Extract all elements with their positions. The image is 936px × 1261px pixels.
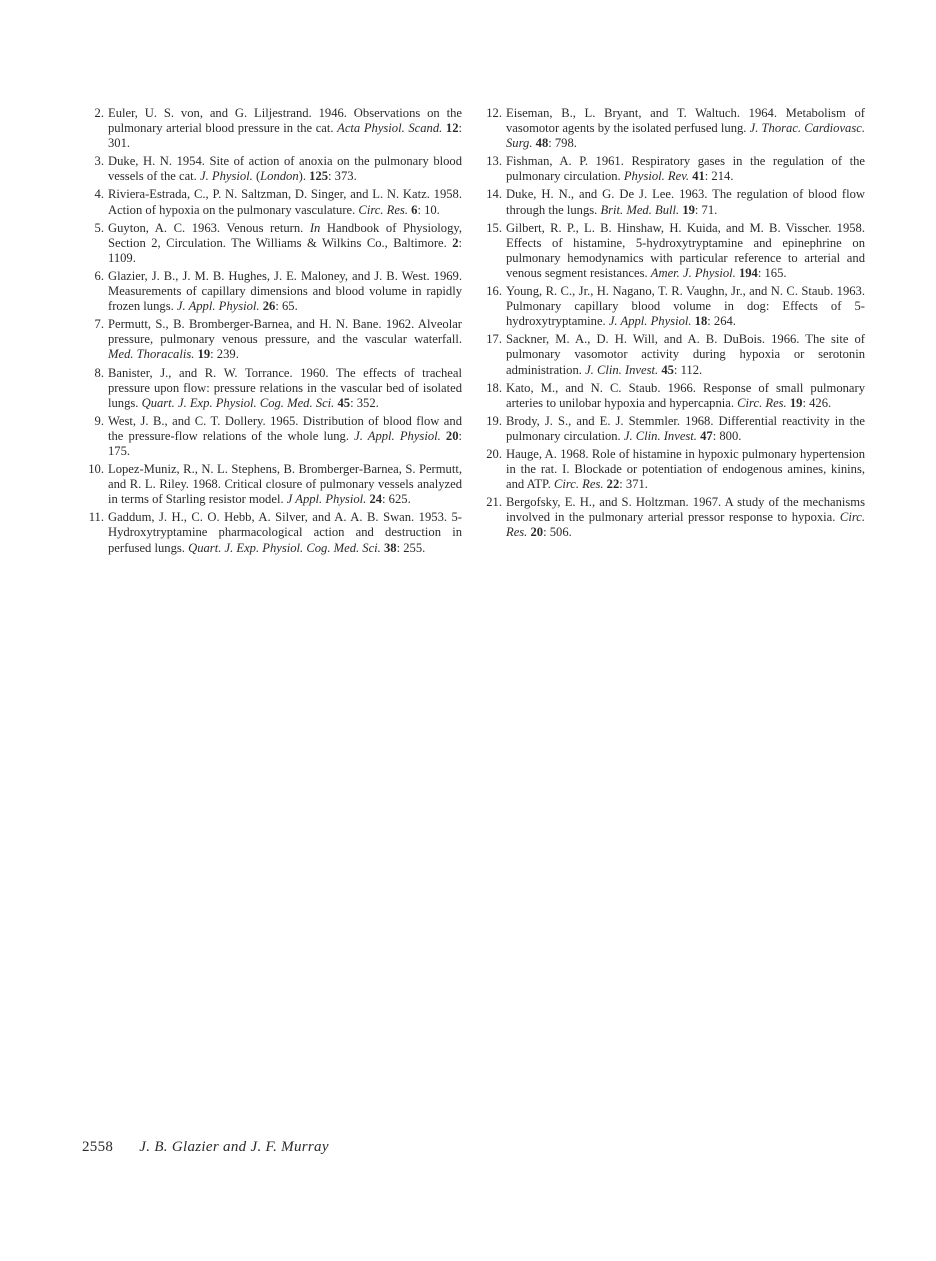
reference-number: 20. [486, 446, 502, 461]
reference-fragment: : 301. [108, 121, 462, 151]
reference-item [82, 317, 462, 362]
reference-number: 7. [94, 317, 104, 332]
journal-title: J. Appl. Physiol. [354, 428, 441, 443]
volume-number: 125 [309, 169, 329, 184]
journal-title: Brit. Med. Bull. [600, 202, 680, 217]
reference-item [82, 510, 462, 555]
reference-number: 10. [88, 462, 104, 477]
reference-number: 16. [486, 284, 502, 299]
reference-item [480, 221, 865, 281]
journal-title: Acta Physiol. Scand. [337, 121, 443, 136]
page-footer [82, 1139, 329, 1156]
reference-fragment: : 426. [802, 395, 832, 410]
volume-number: 18 [694, 314, 708, 329]
reference-text [506, 106, 865, 151]
reference-number: 8. [94, 365, 104, 380]
reference-fragment: Eiseman, B., L. Bryant, and T. Waltuch. 1964. Metabolism of vasomotor agents by the isolated perfused lung. [506, 106, 865, 136]
journal-title: In [309, 220, 321, 235]
reference-fragment: Brody, J. S., and E. J. Stemmler. 1968. Differential reactivity in the pulmonary circulation. [506, 413, 865, 443]
reference-item [82, 106, 462, 151]
reference-fragment: : 175. [108, 428, 462, 458]
reference-item [82, 366, 462, 411]
reference-item [480, 106, 865, 151]
reference-fragment: : 71. [694, 202, 718, 217]
reference-text [108, 221, 462, 266]
reference-fragment: : 165. [757, 265, 787, 280]
reference-item [82, 462, 462, 507]
journal-title: J. Appl. Physiol. [608, 314, 692, 329]
reference-fragment: : 506. [543, 525, 572, 540]
journal-title: Circ. Res. [506, 510, 865, 540]
journal-title: Amer. J. Physiol. [650, 265, 736, 280]
volume-number: 19 [789, 395, 803, 410]
journal-title: Circ. Res. [553, 477, 604, 492]
reference-fragment: Riviera-Estrada, C., P. N. Saltzman, D. Singer, and L. N. Katz. 1958. Action of hypoxia on the pulmonary vasculature. [108, 187, 462, 217]
reference-number: 15. [486, 220, 502, 235]
reference-fragment: Banister, J., and R. W. Torrance. 1960. The effects of tracheal pressure upon flow: pressure relations in the vascular bed of isolated lungs. [108, 365, 462, 410]
reference-fragment: Sackner, M. A., D. H. Will, and A. B. DuBois. 1966. The site of pulmonary vasomotor activity during hypoxia or serotonin administration. [506, 332, 865, 377]
reference-item [480, 447, 865, 492]
volume-number: 45 [661, 362, 674, 377]
reference-item [82, 221, 462, 266]
reference-item [480, 381, 865, 411]
reference-number: 4. [94, 187, 104, 202]
reference-text [108, 269, 462, 314]
reference-fragment: : 1109. [108, 235, 462, 265]
reference-fragment: Permutt, S., B. Bromberger-Barnea, and H. N. Bane. 1962. Alveolar pressure, pulmonary venous pressure, and the vascular waterfall. [108, 317, 462, 347]
reference-item [480, 414, 865, 444]
reference-item [82, 414, 462, 459]
reference-number: 2. [94, 106, 104, 120]
reference-fragment: Duke, H. N., and G. De J. Lee. 1963. The regulation of blood flow through the lungs. [506, 187, 865, 217]
reference-fragment: West, J. B., and C. T. Dollery. 1965. Distribution of blood flow and the pressure-flow relations of the whole lung. [108, 413, 462, 443]
journal-title: London [260, 169, 299, 184]
reference-text [108, 154, 462, 184]
reference-fragment: ). [298, 169, 310, 184]
reference-text [506, 447, 865, 492]
reference-list-right [480, 106, 865, 544]
reference-fragment: : 625. [382, 492, 411, 507]
reference-fragment: : 264. [707, 314, 736, 329]
reference-item [480, 332, 865, 377]
reference-item [82, 154, 462, 184]
reference-number: 14. [486, 187, 502, 202]
reference-fragment: Lopez-Muniz, R., N. L. Stephens, B. Bromberger-Barnea, S. Permutt, and R. L. Riley. 1968. Critical closure of pulmonary vessels analyzed in terms of Starling resistor model. [108, 462, 462, 507]
reference-item [480, 495, 865, 540]
reference-fragment: Euler, U. S. von, and G. Liljestrand. 1946. Observations on the pulmonary arterial blood pressure in the cat. [108, 106, 462, 136]
journal-title: J. Physiol. [199, 169, 253, 184]
reference-fragment: Hauge, A. 1968. Role of histamine in hypoxic pulmonary hypertension in the rat. I. Blockade or potentiation of endogenous amines, kinins, and ATP. [506, 446, 865, 492]
volume-number: 20 [445, 428, 459, 443]
reference-fragment: Bergofsky, E. H., and S. Holtzman. 1967. A study of the mechanisms involved in the pulmonary arterial pressor response to hypoxia. [506, 495, 865, 525]
volume-number: 19 [682, 202, 695, 217]
volume-number: 41 [692, 169, 705, 184]
reference-fragment: Kato, M., and N. C. Staub. 1966. Response of small pulmonary arteries to unilobar hypoxia and hypercapnia. [506, 380, 865, 410]
journal-title: Circ. Res. [737, 395, 787, 410]
reference-text [108, 317, 462, 362]
volume-number: 48 [535, 136, 549, 151]
journal-title: J. Clin. Invest. [623, 428, 697, 443]
journal-title: Med. Thoracalis. [108, 347, 195, 362]
reference-text [506, 495, 865, 540]
reference-fragment: : 214. [704, 169, 734, 184]
journal-title: Quart. J. Exp. Physiol. Cog. Med. Sci. [141, 395, 335, 410]
reference-fragment: : 10. [417, 202, 440, 217]
volume-number: 194 [738, 265, 758, 280]
volume-number: 12 [445, 121, 459, 136]
reference-number: 19. [486, 413, 502, 428]
reference-number: 18. [486, 380, 502, 395]
page-number: 2558 [82, 1139, 114, 1155]
reference-fragment: Fishman, A. P. 1961. Respiratory gases in the regulation of the pulmonary circulation. [506, 154, 865, 184]
reference-item [480, 187, 865, 217]
reference-text [506, 221, 865, 281]
reference-fragment: Young, R. C., Jr., H. Nagano, T. R. Vaughn, Jr., and N. C. Staub. 1963. Pulmonary capillary blood volume in dog: Effects of 5-hydroxytryptamine. [506, 284, 865, 329]
reference-list-left [82, 106, 462, 559]
journal-title: J. Thorac. Cardiovasc. Surg. [506, 121, 865, 151]
reference-text [506, 284, 865, 329]
reference-text [108, 187, 462, 217]
reference-number: 11. [88, 510, 104, 525]
volume-number: 38 [384, 540, 397, 555]
reference-number: 6. [94, 268, 104, 283]
volume-number: 6 [411, 202, 418, 217]
reference-text [506, 381, 865, 411]
reference-fragment: Gaddum, J. H., C. O. Hebb, A. Silver, and A. A. B. Swan. 1953. 5-Hydroxytryptamine pharmacological action and destruction in perfused lungs. [108, 510, 462, 555]
reference-fragment: : 800. [712, 428, 742, 443]
journal-title: J Appl. Physiol. [286, 492, 367, 507]
running-authors: J. B. Glazier and J. F. Murray [139, 1139, 329, 1155]
volume-number: 45 [337, 395, 351, 410]
volume-number: 22 [606, 477, 620, 492]
reference-item [82, 187, 462, 217]
reference-number: 5. [94, 220, 104, 235]
reference-text [108, 106, 462, 151]
reference-fragment: : 352. [350, 395, 379, 410]
reference-fragment: : 239. [210, 347, 239, 362]
reference-fragment: : 798. [548, 136, 577, 151]
reference-number: 13. [486, 154, 502, 169]
reference-item [480, 154, 865, 184]
reference-text [506, 154, 865, 184]
volume-number: 20 [530, 525, 544, 540]
journal-title: Circ. Res. [358, 202, 408, 217]
reference-text [506, 332, 865, 377]
reference-number: 9. [94, 413, 104, 428]
reference-text [108, 366, 462, 411]
reference-fragment: : 371. [619, 477, 648, 492]
reference-number: 12. [486, 106, 502, 120]
reference-fragment: Handbook of Physiology, Section 2, Circulation. The Williams & Wilkins Co., Baltimore. [108, 220, 462, 250]
reference-fragment: : 255. [396, 540, 426, 555]
volume-number: 2 [452, 235, 459, 250]
reference-number: 17. [486, 332, 502, 347]
reference-fragment: Gilbert, R. P., L. B. Hinshaw, H. Kuida, and M. B. Visscher. 1958. Effects of histamine, 5-hydroxytryptamine and epinephrine on pulmonary hemodynamics with particular reference to arterial and venous segment resistances. [506, 220, 865, 280]
volume-number: 26 [262, 299, 276, 314]
volume-number: 19 [197, 347, 211, 362]
reference-fragment: Duke, H. N. 1954. Site of action of anoxia on the pulmonary blood vessels of the cat. [108, 154, 462, 184]
reference-fragment: Glazier, J. B., J. M. B. Hughes, J. E. Maloney, and J. B. West. 1969. Measurements of capillary dimensions and blood volume in rapidly frozen lungs. [108, 268, 462, 314]
volume-number: 24 [369, 492, 383, 507]
reference-fragment: : 65. [275, 299, 298, 314]
journal-title: J. Clin. Invest. [585, 362, 659, 377]
reference-text [108, 462, 462, 507]
reference-text [506, 414, 865, 444]
reference-fragment: Guyton, A. C. 1963. Venous return. [108, 220, 310, 235]
reference-item [82, 269, 462, 314]
journal-title: Quart. J. Exp. Physiol. Cog. Med. Sci. [188, 540, 381, 555]
reference-item [480, 284, 865, 329]
reference-fragment: ( [252, 169, 261, 184]
volume-number: 47 [700, 428, 713, 443]
journal-title: J. Appl. Physiol. [176, 299, 260, 314]
reference-number: 3. [94, 154, 104, 169]
reference-text [506, 187, 865, 217]
reference-text [108, 414, 462, 459]
journal-title: Physiol. Rev. [623, 169, 690, 184]
reference-fragment: : 112. [673, 362, 703, 377]
reference-text [108, 510, 462, 555]
reference-number: 21. [486, 495, 502, 510]
reference-fragment: : 373. [328, 169, 357, 184]
